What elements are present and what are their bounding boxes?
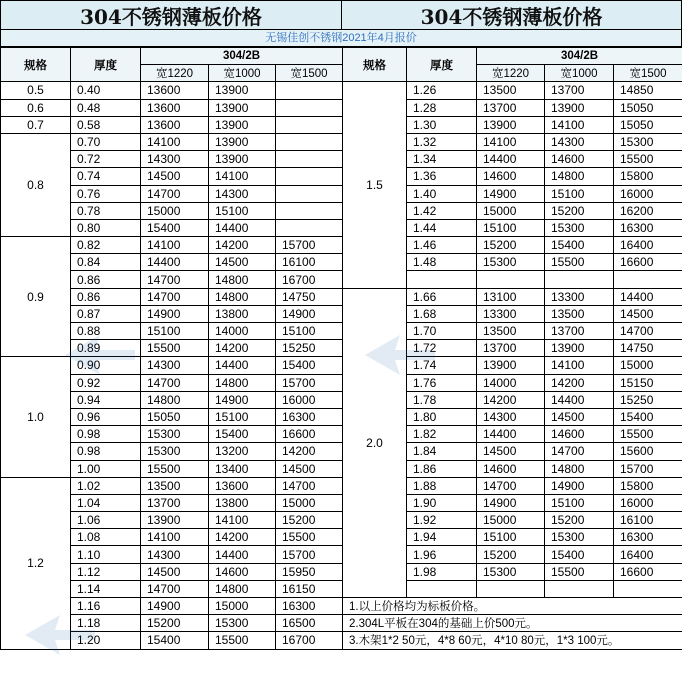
price-cell: 15300 bbox=[545, 529, 614, 546]
price-cell: 14100 bbox=[141, 529, 209, 546]
price-cell: 15150 bbox=[614, 374, 682, 391]
price-cell: 14400 bbox=[545, 391, 614, 408]
title-row bbox=[0, 0, 682, 30]
right-title: 304不锈钢薄板价格 bbox=[342, 0, 682, 30]
price-cell: 15500 bbox=[276, 529, 343, 546]
right-table-body bbox=[343, 82, 682, 649]
thickness-cell: 1.74 bbox=[407, 357, 477, 374]
price-cell bbox=[276, 116, 343, 133]
price-cell: 14700 bbox=[141, 288, 209, 305]
price-cell: 14600 bbox=[477, 460, 545, 477]
thickness-cell: 1.12 bbox=[71, 563, 141, 580]
price-cell: 15100 bbox=[545, 494, 614, 511]
price-cell: 13700 bbox=[141, 494, 209, 511]
price-cell: 14600 bbox=[545, 426, 614, 443]
price-cell: 15500 bbox=[614, 426, 682, 443]
table-row bbox=[343, 288, 682, 305]
price-cell: 15700 bbox=[614, 460, 682, 477]
price-cell bbox=[276, 168, 343, 185]
header-w1220: 宽1220 bbox=[141, 65, 209, 82]
price-cell: 15700 bbox=[276, 237, 343, 254]
price-cell: 15500 bbox=[141, 460, 209, 477]
price-cell bbox=[276, 133, 343, 150]
table-row bbox=[1, 99, 343, 116]
header-spec: 规格 bbox=[343, 48, 407, 82]
note-text: 2.304L平板在304的基础上价500元。 bbox=[343, 615, 682, 632]
thickness-cell: 1.82 bbox=[407, 426, 477, 443]
price-cell: 16600 bbox=[614, 254, 682, 271]
thickness-cell: 1.66 bbox=[407, 288, 477, 305]
thickness-cell: 1.98 bbox=[407, 563, 477, 580]
thickness-cell: 1.30 bbox=[407, 116, 477, 133]
table-row bbox=[343, 82, 682, 99]
thickness-cell: 1.88 bbox=[407, 477, 477, 494]
thickness-cell: 0.40 bbox=[71, 82, 141, 99]
price-cell: 14600 bbox=[545, 151, 614, 168]
thickness-cell: 0.84 bbox=[71, 254, 141, 271]
thickness-cell: 1.90 bbox=[407, 494, 477, 511]
thickness-cell: 0.94 bbox=[71, 391, 141, 408]
price-cell: 15800 bbox=[614, 168, 682, 185]
price-cell: 14500 bbox=[141, 168, 209, 185]
price-cell: 15100 bbox=[276, 323, 343, 340]
header-grade: 304/2B bbox=[477, 48, 682, 65]
thickness-cell: 1.96 bbox=[407, 546, 477, 563]
thickness-cell: 1.86 bbox=[407, 460, 477, 477]
thickness-cell: 1.00 bbox=[71, 460, 141, 477]
price-cell: 14800 bbox=[209, 580, 276, 597]
price-cell: 14600 bbox=[477, 168, 545, 185]
price-cell: 13600 bbox=[141, 99, 209, 116]
price-cell: 15050 bbox=[614, 116, 682, 133]
price-cell: 15250 bbox=[614, 391, 682, 408]
note-text: 3.木架1*2 50元，4*8 60元，4*10 80元，1*3 100元。 bbox=[343, 632, 682, 649]
thickness-cell: 1.80 bbox=[407, 408, 477, 425]
price-cell: 15400 bbox=[545, 237, 614, 254]
price-cell: 13300 bbox=[545, 288, 614, 305]
thickness-cell: 1.40 bbox=[407, 185, 477, 202]
price-cell: 16100 bbox=[276, 254, 343, 271]
thickness-cell: 0.88 bbox=[71, 323, 141, 340]
price-cell bbox=[276, 185, 343, 202]
price-cell: 16400 bbox=[614, 546, 682, 563]
header-thickness: 厚度 bbox=[407, 48, 477, 82]
price-cell: 14700 bbox=[141, 185, 209, 202]
thickness-cell: 1.32 bbox=[407, 133, 477, 150]
header-spec: 规格 bbox=[1, 48, 71, 82]
thickness-cell: 1.68 bbox=[407, 305, 477, 322]
price-cell: 15400 bbox=[614, 408, 682, 425]
price-cell: 15700 bbox=[276, 374, 343, 391]
price-cell: 16300 bbox=[614, 529, 682, 546]
left-table-body bbox=[1, 82, 343, 649]
price-cell: 13900 bbox=[209, 99, 276, 116]
spec-cell: 0.6 bbox=[1, 99, 71, 116]
price-cell: 15500 bbox=[545, 254, 614, 271]
price-cell: 14300 bbox=[141, 546, 209, 563]
price-cell: 15300 bbox=[141, 443, 209, 460]
price-cell: 14900 bbox=[141, 305, 209, 322]
thickness-cell: 1.78 bbox=[407, 391, 477, 408]
price-cell: 14000 bbox=[477, 374, 545, 391]
price-cell: 13500 bbox=[545, 305, 614, 322]
spec-cell: 0.5 bbox=[1, 82, 71, 99]
price-cell: 14400 bbox=[614, 288, 682, 305]
header-w1000: 宽1000 bbox=[209, 65, 276, 82]
thickness-cell: 0.90 bbox=[71, 357, 141, 374]
note-row bbox=[343, 615, 682, 632]
price-cell: 15200 bbox=[276, 512, 343, 529]
price-cell: 15600 bbox=[614, 443, 682, 460]
price-cell: 15800 bbox=[614, 477, 682, 494]
price-cell: 15500 bbox=[141, 340, 209, 357]
price-cell: 14800 bbox=[209, 271, 276, 288]
thickness-cell bbox=[407, 580, 477, 597]
price-cell: 16300 bbox=[276, 598, 343, 615]
price-cell: 13500 bbox=[477, 323, 545, 340]
price-cell bbox=[477, 580, 545, 597]
price-cell: 16600 bbox=[614, 563, 682, 580]
price-cell: 14750 bbox=[276, 288, 343, 305]
thickness-cell: 0.87 bbox=[71, 305, 141, 322]
price-cell: 14300 bbox=[141, 151, 209, 168]
price-cell: 15300 bbox=[477, 254, 545, 271]
thickness-cell: 1.18 bbox=[71, 615, 141, 632]
price-cell: 14400 bbox=[477, 426, 545, 443]
thickness-cell: 1.06 bbox=[71, 512, 141, 529]
price-cell: 15400 bbox=[209, 426, 276, 443]
thickness-cell: 1.16 bbox=[71, 598, 141, 615]
price-cell: 14500 bbox=[614, 305, 682, 322]
price-cell: 14500 bbox=[209, 254, 276, 271]
header-w1500: 宽1500 bbox=[614, 65, 682, 82]
price-cell: 16600 bbox=[276, 426, 343, 443]
price-cell: 15100 bbox=[545, 185, 614, 202]
thickness-cell: 0.98 bbox=[71, 426, 141, 443]
price-cell: 16000 bbox=[614, 494, 682, 511]
thickness-cell: 0.82 bbox=[71, 237, 141, 254]
thickness-cell: 0.92 bbox=[71, 374, 141, 391]
price-cell: 14200 bbox=[477, 391, 545, 408]
price-cell bbox=[276, 82, 343, 99]
price-cell: 16700 bbox=[276, 632, 343, 649]
price-cell: 14100 bbox=[545, 357, 614, 374]
price-cell: 15400 bbox=[141, 632, 209, 649]
price-cell: 14200 bbox=[545, 374, 614, 391]
price-cell: 13800 bbox=[209, 494, 276, 511]
price-cell: 15300 bbox=[209, 615, 276, 632]
price-cell: 13600 bbox=[141, 82, 209, 99]
price-cell: 15950 bbox=[276, 563, 343, 580]
thickness-cell: 1.76 bbox=[407, 374, 477, 391]
price-cell: 14400 bbox=[477, 151, 545, 168]
price-cell: 13900 bbox=[209, 133, 276, 150]
price-cell bbox=[545, 271, 614, 288]
header-thickness: 厚度 bbox=[71, 48, 141, 82]
price-cell: 13900 bbox=[545, 99, 614, 116]
thickness-cell: 0.98 bbox=[71, 443, 141, 460]
price-cell: 13800 bbox=[209, 305, 276, 322]
price-cell: 14900 bbox=[477, 185, 545, 202]
price-cell: 15050 bbox=[614, 99, 682, 116]
price-cell bbox=[276, 151, 343, 168]
price-cell: 14300 bbox=[209, 185, 276, 202]
price-cell: 14600 bbox=[209, 563, 276, 580]
price-cell: 14100 bbox=[209, 512, 276, 529]
price-cell bbox=[276, 202, 343, 219]
price-cell: 13900 bbox=[545, 340, 614, 357]
price-cell: 13900 bbox=[209, 116, 276, 133]
price-cell: 16000 bbox=[276, 391, 343, 408]
thickness-cell: 1.48 bbox=[407, 254, 477, 271]
price-cell: 16000 bbox=[614, 185, 682, 202]
header-grade: 304/2B bbox=[141, 48, 343, 65]
price-cell: 13600 bbox=[209, 477, 276, 494]
price-cell bbox=[276, 99, 343, 116]
price-cell: 14100 bbox=[141, 237, 209, 254]
price-cell: 15000 bbox=[477, 512, 545, 529]
price-cell: 14850 bbox=[614, 82, 682, 99]
price-cell: 13100 bbox=[477, 288, 545, 305]
note-text: 1.以上价格均为标板价格。 bbox=[343, 598, 682, 615]
price-cell: 15200 bbox=[477, 237, 545, 254]
price-cell: 15500 bbox=[614, 151, 682, 168]
price-cell: 14300 bbox=[477, 408, 545, 425]
header-w1220: 宽1220 bbox=[477, 65, 545, 82]
table-row bbox=[1, 133, 343, 150]
price-cell: 14800 bbox=[209, 374, 276, 391]
price-cell: 14200 bbox=[209, 237, 276, 254]
price-cell: 14900 bbox=[545, 477, 614, 494]
price-cell: 14100 bbox=[477, 133, 545, 150]
thickness-cell: 1.02 bbox=[71, 477, 141, 494]
price-cell: 14750 bbox=[614, 340, 682, 357]
thickness-cell: 1.94 bbox=[407, 529, 477, 546]
right-price-table bbox=[342, 47, 682, 650]
thickness-cell: 1.44 bbox=[407, 219, 477, 236]
price-cell: 15400 bbox=[141, 219, 209, 236]
spec-cell: 1.0 bbox=[1, 357, 71, 477]
price-cell: 14300 bbox=[141, 357, 209, 374]
price-cell: 15400 bbox=[545, 546, 614, 563]
price-cell: 13900 bbox=[209, 151, 276, 168]
price-cell: 14800 bbox=[141, 391, 209, 408]
price-cell: 14800 bbox=[209, 288, 276, 305]
price-cell: 14200 bbox=[209, 529, 276, 546]
price-cell: 15300 bbox=[477, 563, 545, 580]
thickness-cell: 0.58 bbox=[71, 116, 141, 133]
price-cell: 14100 bbox=[209, 168, 276, 185]
price-cell: 14200 bbox=[209, 340, 276, 357]
price-cell: 15000 bbox=[141, 202, 209, 219]
thickness-cell: 0.86 bbox=[71, 271, 141, 288]
price-cell: 14500 bbox=[141, 563, 209, 580]
price-cell: 15300 bbox=[545, 219, 614, 236]
price-cell: 13900 bbox=[141, 512, 209, 529]
thickness-cell: 1.28 bbox=[407, 99, 477, 116]
price-cell: 14900 bbox=[276, 305, 343, 322]
price-cell: 14100 bbox=[141, 133, 209, 150]
table-row bbox=[1, 477, 343, 494]
price-cell: 14400 bbox=[141, 254, 209, 271]
price-cell: 13500 bbox=[141, 477, 209, 494]
thickness-cell: 0.80 bbox=[71, 219, 141, 236]
price-cell: 14800 bbox=[545, 168, 614, 185]
note-row bbox=[343, 632, 682, 649]
price-cell: 16100 bbox=[614, 512, 682, 529]
thickness-cell: 1.34 bbox=[407, 151, 477, 168]
header-w1500: 宽1500 bbox=[276, 65, 343, 82]
price-cell: 14100 bbox=[545, 116, 614, 133]
price-cell: 13700 bbox=[477, 99, 545, 116]
price-cell: 15200 bbox=[545, 202, 614, 219]
thickness-cell: 0.89 bbox=[71, 340, 141, 357]
thickness-cell: 0.72 bbox=[71, 151, 141, 168]
spec-cell: 0.8 bbox=[1, 133, 71, 236]
price-cell: 15300 bbox=[141, 426, 209, 443]
price-cell: 16300 bbox=[614, 219, 682, 236]
price-cell: 13900 bbox=[477, 357, 545, 374]
price-cell: 15000 bbox=[276, 494, 343, 511]
spec-cell: 0.9 bbox=[1, 237, 71, 357]
price-cell: 14200 bbox=[276, 443, 343, 460]
price-cell: 15100 bbox=[477, 219, 545, 236]
price-cell bbox=[545, 580, 614, 597]
price-cell: 16300 bbox=[276, 408, 343, 425]
table-row bbox=[1, 357, 343, 374]
table-row bbox=[1, 116, 343, 133]
note-row bbox=[343, 598, 682, 615]
thickness-cell: 1.72 bbox=[407, 340, 477, 357]
spec-cell: 2.0 bbox=[343, 288, 407, 597]
price-cell: 13900 bbox=[477, 116, 545, 133]
price-cell: 14700 bbox=[141, 271, 209, 288]
price-cell: 15100 bbox=[141, 323, 209, 340]
thickness-cell: 0.74 bbox=[71, 168, 141, 185]
thickness-cell: 1.36 bbox=[407, 168, 477, 185]
spec-cell: 1.5 bbox=[343, 82, 407, 288]
thickness-cell bbox=[407, 271, 477, 288]
thickness-cell: 0.70 bbox=[71, 133, 141, 150]
thickness-cell: 1.70 bbox=[407, 323, 477, 340]
price-cell: 15700 bbox=[276, 546, 343, 563]
price-cell: 15200 bbox=[477, 546, 545, 563]
price-cell: 16400 bbox=[614, 237, 682, 254]
price-cell: 14700 bbox=[276, 477, 343, 494]
price-cell: 13700 bbox=[477, 340, 545, 357]
thickness-cell: 1.92 bbox=[407, 512, 477, 529]
price-cell: 15000 bbox=[614, 357, 682, 374]
price-cell: 15000 bbox=[477, 202, 545, 219]
price-cell: 13700 bbox=[545, 323, 614, 340]
price-cell: 14700 bbox=[614, 323, 682, 340]
thickness-cell: 1.04 bbox=[71, 494, 141, 511]
price-cell: 15500 bbox=[209, 632, 276, 649]
price-cell: 14400 bbox=[209, 357, 276, 374]
price-cell: 15000 bbox=[209, 598, 276, 615]
price-cell: 15100 bbox=[477, 529, 545, 546]
price-cell: 13400 bbox=[209, 460, 276, 477]
thickness-cell: 0.78 bbox=[71, 202, 141, 219]
price-cell: 14500 bbox=[545, 408, 614, 425]
price-cell: 14800 bbox=[545, 460, 614, 477]
price-cell: 15250 bbox=[276, 340, 343, 357]
price-cell bbox=[276, 219, 343, 236]
price-cell: 13600 bbox=[141, 116, 209, 133]
price-cell: 14900 bbox=[477, 494, 545, 511]
price-cell bbox=[614, 580, 682, 597]
price-cell: 13700 bbox=[545, 82, 614, 99]
thickness-cell: 1.26 bbox=[407, 82, 477, 99]
table-row bbox=[1, 237, 343, 254]
price-cell: 16150 bbox=[276, 580, 343, 597]
thickness-cell: 0.96 bbox=[71, 408, 141, 425]
price-cell: 14700 bbox=[141, 580, 209, 597]
price-cell: 15100 bbox=[209, 408, 276, 425]
price-cell: 15200 bbox=[545, 512, 614, 529]
table-row bbox=[1, 82, 343, 99]
header-w1000: 宽1000 bbox=[545, 65, 614, 82]
price-cell: 16700 bbox=[276, 271, 343, 288]
price-cell bbox=[477, 271, 545, 288]
thickness-cell: 1.84 bbox=[407, 443, 477, 460]
thickness-cell: 1.14 bbox=[71, 580, 141, 597]
price-cell: 13300 bbox=[477, 305, 545, 322]
price-cell: 15500 bbox=[545, 563, 614, 580]
price-cell: 16500 bbox=[276, 615, 343, 632]
thickness-cell: 1.42 bbox=[407, 202, 477, 219]
price-cell: 14900 bbox=[209, 391, 276, 408]
thickness-cell: 0.86 bbox=[71, 288, 141, 305]
price-cell: 14000 bbox=[209, 323, 276, 340]
thickness-cell: 1.20 bbox=[71, 632, 141, 649]
price-cell: 13500 bbox=[477, 82, 545, 99]
price-cell: 15400 bbox=[276, 357, 343, 374]
price-cell: 14400 bbox=[209, 546, 276, 563]
left-title: 304不锈钢薄板价格 bbox=[0, 0, 342, 30]
price-cell: 14400 bbox=[209, 219, 276, 236]
price-cell: 14700 bbox=[545, 443, 614, 460]
price-cell: 14500 bbox=[276, 460, 343, 477]
spec-cell: 1.2 bbox=[1, 477, 71, 649]
price-cell: 14900 bbox=[141, 598, 209, 615]
thickness-cell: 0.48 bbox=[71, 99, 141, 116]
price-cell: 13900 bbox=[209, 82, 276, 99]
price-cell: 13200 bbox=[209, 443, 276, 460]
thickness-cell: 1.08 bbox=[71, 529, 141, 546]
price-cell: 15300 bbox=[614, 133, 682, 150]
price-cell: 15100 bbox=[209, 202, 276, 219]
price-cell: 14500 bbox=[477, 443, 545, 460]
thickness-cell: 1.46 bbox=[407, 237, 477, 254]
subtitle: 无锡佳创不锈钢2021年4月报价 bbox=[0, 30, 682, 47]
left-price-table bbox=[0, 47, 343, 650]
price-cell: 14700 bbox=[141, 374, 209, 391]
price-cell: 15050 bbox=[141, 408, 209, 425]
price-cell bbox=[614, 271, 682, 288]
spec-cell: 0.7 bbox=[1, 116, 71, 133]
thickness-cell: 0.76 bbox=[71, 185, 141, 202]
price-cell: 15200 bbox=[141, 615, 209, 632]
price-cell: 16200 bbox=[614, 202, 682, 219]
price-cell: 14300 bbox=[545, 133, 614, 150]
price-cell: 14700 bbox=[477, 477, 545, 494]
thickness-cell: 1.10 bbox=[71, 546, 141, 563]
